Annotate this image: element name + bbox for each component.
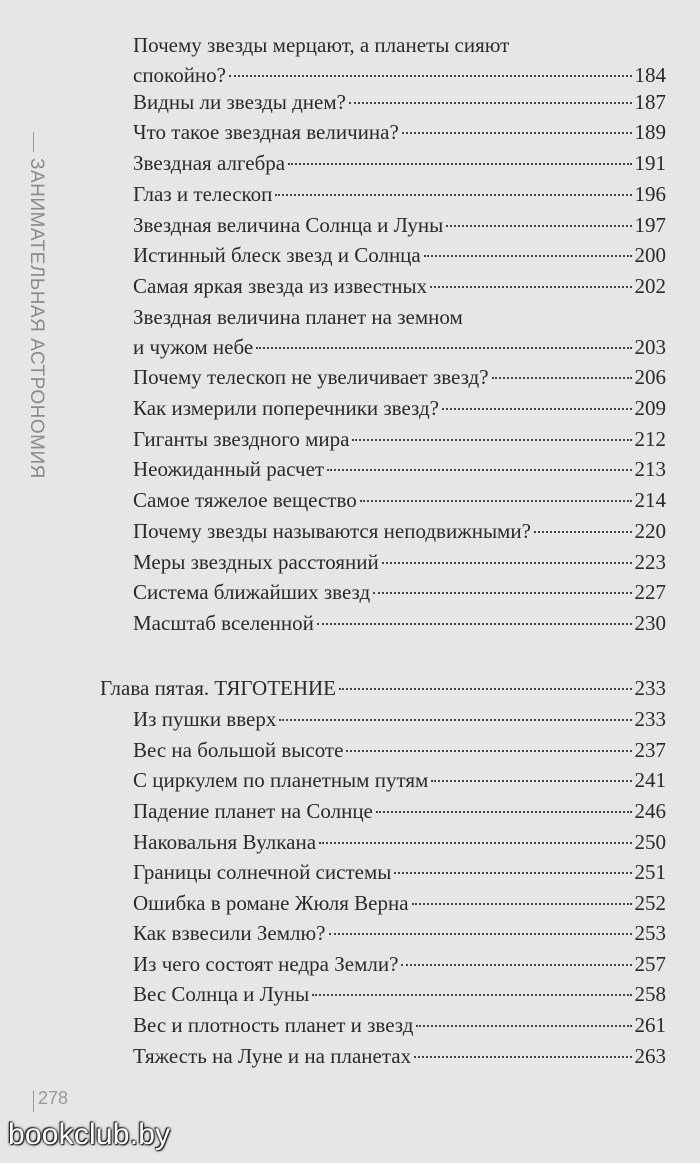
toc-entry-title: Падение планет на Солнце xyxy=(133,799,373,823)
leader-dots xyxy=(534,531,632,533)
toc-entry-title: Звездная величина Солнца и Луны xyxy=(133,213,444,237)
page-number-text: 278 xyxy=(38,1088,69,1108)
toc-entry xyxy=(133,547,666,577)
toc-entry xyxy=(133,608,666,638)
toc-entry-page: 241 xyxy=(634,768,666,792)
toc-entry-page: 257 xyxy=(634,952,666,976)
toc-entry-page: 206 xyxy=(634,365,666,389)
toc-entry-title: Почему телескоп не увеличивает звезд? xyxy=(133,365,489,389)
toc-entry xyxy=(133,1010,666,1040)
toc-entry xyxy=(133,302,666,362)
toc-entry xyxy=(133,117,666,147)
toc-entry-page: 227 xyxy=(634,580,666,604)
toc-entry-page: 213 xyxy=(634,457,666,481)
leader-dots xyxy=(373,592,631,594)
toc-entry-title: С циркулем по планетным путям xyxy=(133,768,429,792)
toc-entry xyxy=(133,857,666,887)
toc-entry-title: Видны ли звезды днем? xyxy=(133,90,346,114)
toc-entry-title: и чужом небе xyxy=(133,335,254,359)
toc-entry xyxy=(133,271,666,301)
leader-dots xyxy=(401,964,631,966)
running-head xyxy=(16,158,56,518)
toc-entry-title: Самая яркая звезда из известных xyxy=(133,274,428,298)
toc-entry xyxy=(133,888,666,918)
toc-entry xyxy=(133,1041,666,1071)
toc-entry-page: 253 xyxy=(634,921,666,945)
leader-dots xyxy=(317,623,632,625)
toc-entry-title: Звездная алгебра xyxy=(133,151,286,175)
toc-entry-page: 189 xyxy=(634,120,666,144)
leader-dots xyxy=(256,347,631,349)
toc-entry-title: Глаз и телескоп xyxy=(133,182,273,206)
toc-entry-page: 261 xyxy=(634,1013,666,1037)
toc-entry-title: Наковальня Вулкана xyxy=(133,830,317,854)
leader-dots xyxy=(346,750,631,752)
toc-entry-title: Как измерили поперечники звезд? xyxy=(133,396,439,420)
watermark: bookclub.by xyxy=(8,1118,171,1151)
leader-dots xyxy=(329,933,632,935)
toc-entry-page: 191 xyxy=(634,151,666,175)
toc-entry xyxy=(133,87,666,117)
leader-dots xyxy=(412,903,632,905)
leader-dots xyxy=(430,286,631,288)
toc-entry-page: 200 xyxy=(634,243,666,267)
toc-chapter-heading xyxy=(100,673,666,703)
toc-entry xyxy=(133,735,666,765)
toc-entry-title: Меры звездных расстояний xyxy=(133,550,379,574)
toc-entry-page: 246 xyxy=(634,799,666,823)
toc-entry xyxy=(133,148,666,178)
leader-dots xyxy=(360,500,632,502)
toc-entry-page: 233 xyxy=(634,707,666,731)
toc-entry-page: 220 xyxy=(634,519,666,543)
toc-entry-page: 197 xyxy=(634,213,666,237)
toc-entry-title: Истинный блеск звезд и Солнца xyxy=(133,243,421,267)
toc-entry-page: 237 xyxy=(634,738,666,762)
toc-entry xyxy=(133,979,666,1009)
leader-dots xyxy=(288,163,631,165)
toc-entry-title: Что такое звездная величина? xyxy=(133,120,399,144)
toc-entry-title: Вес на большой высоте xyxy=(133,738,344,762)
toc-entry xyxy=(133,30,666,90)
toc-entry xyxy=(133,362,666,392)
leader-dots xyxy=(376,811,632,813)
toc-entry-title: Самое тяжелое вещество xyxy=(133,488,357,512)
leader-dots xyxy=(492,377,632,379)
leader-dots xyxy=(352,439,631,441)
toc-entry-page: 263 xyxy=(634,1044,666,1068)
leader-dots xyxy=(229,75,632,77)
toc-entry xyxy=(133,240,666,270)
toc-entry xyxy=(133,796,666,826)
toc-entry xyxy=(133,424,666,454)
leader-dots xyxy=(339,688,631,690)
leader-dots xyxy=(349,102,632,104)
toc-entry xyxy=(133,827,666,857)
toc-entry-page: 258 xyxy=(634,982,666,1006)
chapter-page: 233 xyxy=(634,676,666,700)
leader-dots xyxy=(382,562,632,564)
toc-entry-title: Из чего состоят недра Земли? xyxy=(133,952,399,976)
toc-entry-page: 251 xyxy=(634,860,666,884)
toc-entry xyxy=(133,210,666,240)
toc-entry-page: 230 xyxy=(634,611,666,635)
leader-dots xyxy=(424,255,632,257)
toc-entry-page: 250 xyxy=(634,830,666,854)
toc-entry xyxy=(133,393,666,423)
toc-entry-title: Ошибка в романе Жюля Верна xyxy=(133,891,409,915)
toc-entry xyxy=(133,704,666,734)
side-title-rule xyxy=(33,132,34,152)
toc-entry xyxy=(133,179,666,209)
toc-entry-title: Вес и плотность планет и звезд xyxy=(133,1013,414,1037)
toc-entry xyxy=(133,949,666,979)
toc-entry-page: 214 xyxy=(634,488,666,512)
leader-dots xyxy=(431,780,631,782)
leader-dots xyxy=(446,225,631,227)
leader-dots xyxy=(442,408,632,410)
toc-entry xyxy=(133,765,666,795)
toc-entry xyxy=(133,454,666,484)
toc-entry-page: 203 xyxy=(634,335,666,359)
toc-entry-title: Система ближайших звезд xyxy=(133,580,371,604)
toc-entry-title-line1: Звездная величина планет на земном xyxy=(133,305,463,329)
leader-dots xyxy=(416,1025,631,1027)
toc-entry-title: Границы солнечной системы xyxy=(133,860,392,884)
toc-entry-page: 252 xyxy=(634,891,666,915)
page-number xyxy=(28,1088,68,1109)
running-head-text: ЗАНИМАТЕЛЬНАЯ АСТРОНОМИЯ xyxy=(26,158,47,479)
leader-dots xyxy=(402,132,632,134)
toc-entry-title: Тяжесть на Луне и на планетах xyxy=(133,1044,412,1068)
toc-entry-title: Почему звезды называются неподвижными? xyxy=(133,519,531,543)
toc-entry-page: 223 xyxy=(634,550,666,574)
toc-entry xyxy=(133,485,666,515)
toc-entry xyxy=(133,516,666,546)
leader-dots xyxy=(312,994,631,996)
toc-entry-title: Масштаб вселенной xyxy=(133,611,314,635)
toc-entry xyxy=(133,918,666,948)
toc-entry-title: Гиганты звездного мира xyxy=(133,427,350,451)
chapter-title: Глава пятая. ТЯГОТЕНИЕ xyxy=(100,676,337,700)
toc-entry-page: 209 xyxy=(634,396,666,420)
toc-entry-page: 184 xyxy=(634,63,666,87)
toc-entry-title: Вес Солнца и Луны xyxy=(133,982,310,1006)
leader-dots xyxy=(414,1056,631,1058)
leader-dots xyxy=(279,719,631,721)
toc-entry-title: Неожиданный расчет xyxy=(133,457,325,481)
toc-entry-page: 212 xyxy=(634,427,666,451)
toc-entry xyxy=(133,577,666,607)
toc-entry-page: 202 xyxy=(634,274,666,298)
leader-dots xyxy=(275,194,631,196)
toc-entry-title-line1: Почему звезды мерцают, а планеты сияют xyxy=(133,33,510,57)
toc-entry-page: 196 xyxy=(634,182,666,206)
toc-entry-page: 187 xyxy=(634,90,666,114)
leader-dots xyxy=(394,872,631,874)
toc-entry-title: Как взвесили Землю? xyxy=(133,921,326,945)
leader-dots xyxy=(319,842,631,844)
toc-entry-title: Из пушки вверх xyxy=(133,707,277,731)
toc-entry-title: спокойно? xyxy=(133,63,226,87)
leader-dots xyxy=(327,469,631,471)
